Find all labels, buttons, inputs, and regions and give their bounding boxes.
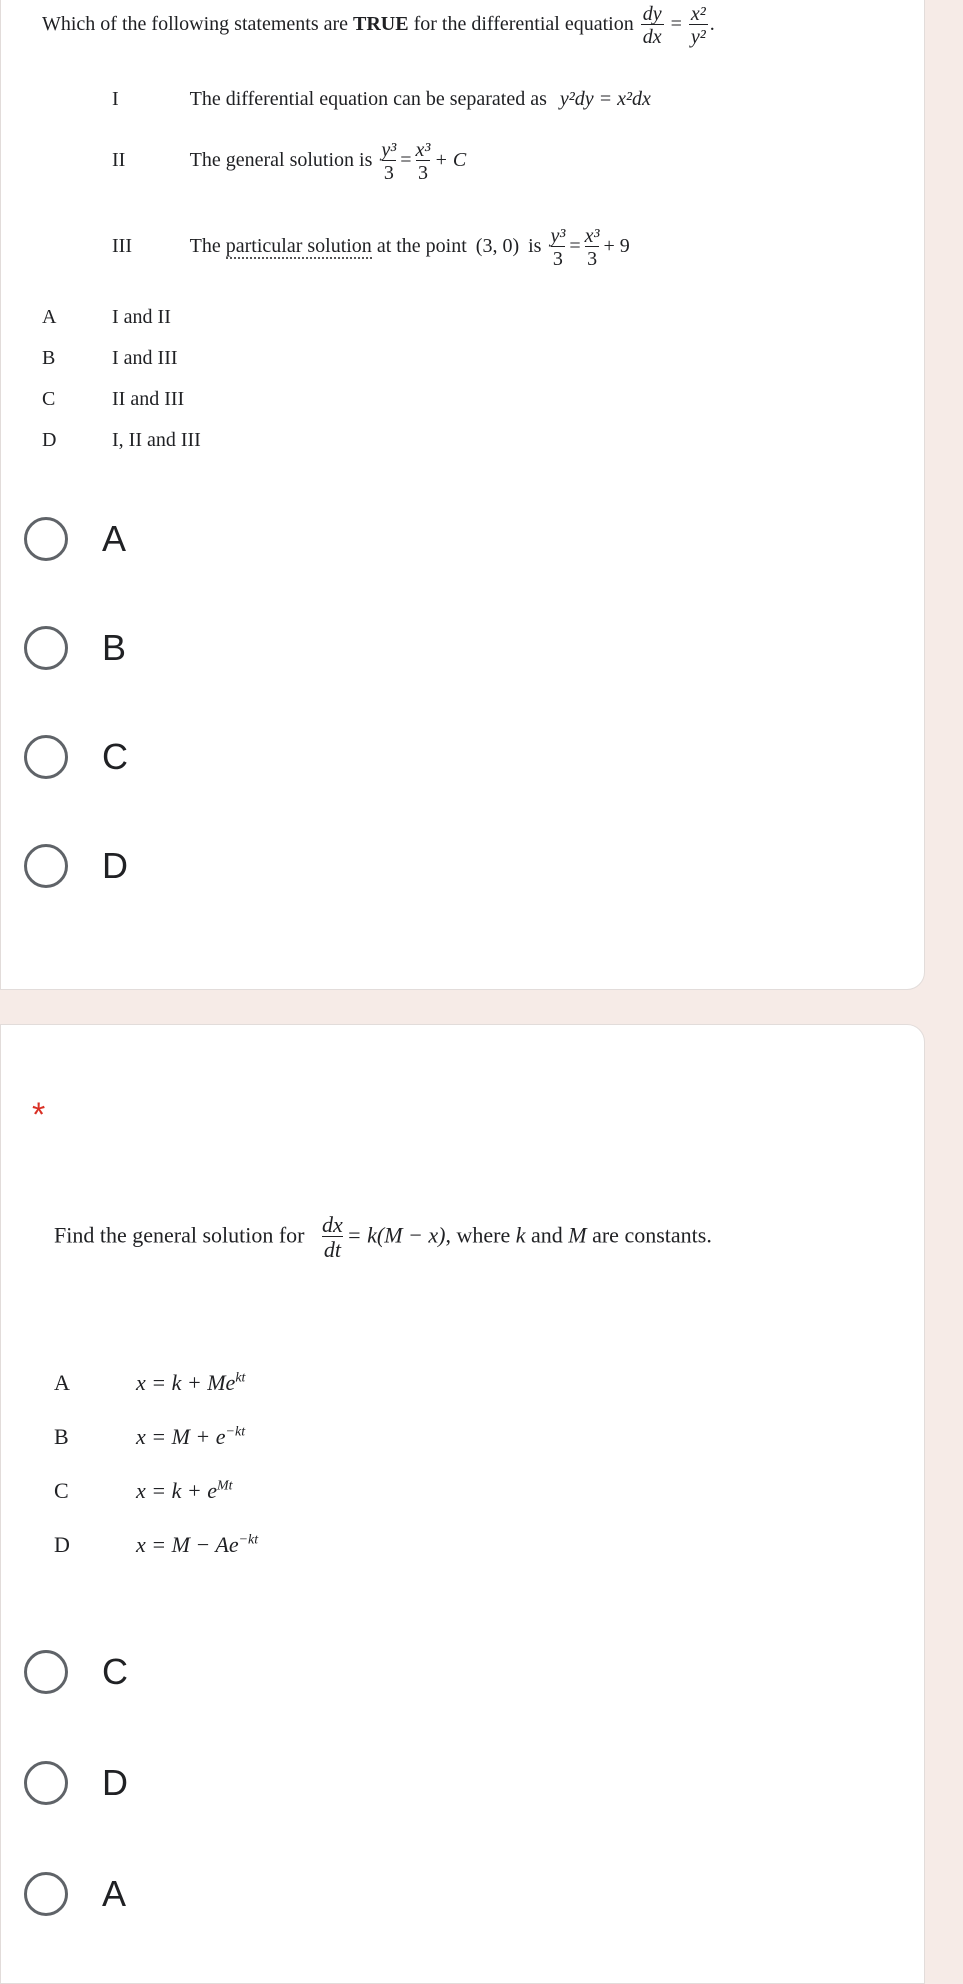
option-letter: B <box>54 1424 69 1449</box>
option-exponent: −kt <box>225 1424 246 1440</box>
statement-roman: II <box>112 149 126 172</box>
q2-radio-choice-c[interactable] <box>24 1650 128 1694</box>
option-math: x = k + e <box>136 1478 217 1503</box>
radio-label: C <box>102 1651 128 1692</box>
radio-label: D <box>102 845 128 886</box>
prompt-text: Find the general solution for <box>54 1222 305 1248</box>
radio-label: C <box>102 736 128 777</box>
radio-button[interactable] <box>24 1650 68 1694</box>
q2-option-row-a <box>54 1370 245 1396</box>
statement-roman: I <box>112 88 119 110</box>
q2-radio-choice-a[interactable] <box>24 1872 126 1916</box>
option-exponent: −kt <box>238 1532 259 1548</box>
option-letter: D <box>42 429 57 451</box>
option-letter: B <box>42 347 56 369</box>
option-exponent: Mt <box>217 1478 233 1494</box>
prompt-text-tail: for the differential equation <box>413 13 634 36</box>
statement-text-b: at the point <box>376 235 467 258</box>
particular-solution-link[interactable]: particular solution <box>225 235 372 258</box>
radio-label: B <box>102 627 127 668</box>
radio-button[interactable] <box>24 1872 68 1916</box>
option-letter: A <box>42 306 57 328</box>
prompt-end: are constants. <box>592 1222 712 1248</box>
option-row-c <box>42 388 184 411</box>
fraction-x: $\frac{\text{x³}}{3}$ <box>584 225 600 270</box>
prompt-tail: , where <box>445 1222 511 1248</box>
radio-button[interactable] <box>24 517 68 561</box>
equation-lhs: $\frac{dx}{dt}$ <box>322 1212 343 1262</box>
fraction-x: $\frac{\text{x³}}{3}$ <box>415 139 431 184</box>
radio-choice-c[interactable] <box>24 735 128 779</box>
statement-point: (3, 0) <box>475 235 520 258</box>
radio-button[interactable] <box>24 626 68 670</box>
radio-button[interactable] <box>24 735 68 779</box>
radio-label: D <box>102 1762 128 1803</box>
option-text: I and II <box>112 306 171 328</box>
option-text: II and III <box>112 388 185 410</box>
equation-lhs: $\frac{dy}{dx}$ <box>642 3 662 48</box>
statement-3: III The particular solution at the point (3, 0) is $\frac{\text{y³}}{3}$ = $\frac{\text{x³}}{3}$ + 9 <box>112 225 630 270</box>
required-asterisk: * <box>32 1096 46 1134</box>
q2-option-row-d <box>54 1532 258 1558</box>
prompt-bold: TRUE <box>353 13 409 36</box>
statement-is: is <box>528 235 542 258</box>
equation-rhs: $\frac{\text{x²}}{\text{y²}}$ <box>690 3 706 48</box>
var-k: k <box>515 1222 526 1248</box>
statement-tail: + C <box>434 149 467 172</box>
option-letter: C <box>54 1478 69 1503</box>
option-row-a <box>42 306 171 329</box>
q2-radio-choice-d[interactable] <box>24 1761 128 1805</box>
statement-1 <box>112 88 651 111</box>
option-letter: C <box>42 388 56 410</box>
radio-label: A <box>102 518 127 559</box>
statement-tail: + 9 <box>603 235 630 258</box>
radio-choice-a[interactable] <box>24 517 126 561</box>
fraction-y: $\frac{\text{y³}}{3}$ <box>550 225 566 270</box>
radio-button[interactable] <box>24 844 68 888</box>
statement-math: y²dy = x²dx <box>559 88 651 110</box>
option-math: x = M − Ae <box>136 1532 239 1557</box>
option-row-d <box>42 429 201 452</box>
question-1-prompt: Which of the following statements are TRUE for the differential equation $\frac{dy}{dx}$ = $\frac{\text{x²}}{\text{y²}}$ . <box>42 3 715 48</box>
fraction-y: $\frac{\text{y³}}{3}$ <box>381 139 397 184</box>
statement-2: II The general solution is $\frac{\text{y³}}{3}$ = $\frac{\text{x³}}{3}$ + C <box>112 139 467 184</box>
q2-option-row-b <box>54 1424 245 1450</box>
option-text: I and III <box>112 347 178 369</box>
radio-label: A <box>102 1873 127 1914</box>
radio-choice-b[interactable] <box>24 626 126 670</box>
option-letter: A <box>54 1370 70 1395</box>
radio-choice-d[interactable] <box>24 844 128 888</box>
prompt-text: Which of the following statements are <box>42 13 349 36</box>
statement-text: The differential equation can be separated as <box>189 88 547 110</box>
q2-option-row-c <box>54 1478 233 1504</box>
option-letter: D <box>54 1532 70 1557</box>
radio-button[interactable] <box>24 1761 68 1805</box>
statement-roman: III <box>112 235 132 258</box>
option-row-b <box>42 347 178 370</box>
question-card-2 <box>0 1024 925 1984</box>
option-math: x = k + Me <box>136 1370 236 1395</box>
option-math: x = M + e <box>136 1424 226 1449</box>
var-m: M <box>568 1222 587 1248</box>
statement-text: The general solution is <box>189 149 373 172</box>
option-text: I, II and III <box>112 429 201 451</box>
option-exponent: kt <box>235 1370 246 1386</box>
question-2-prompt <box>54 1214 712 1261</box>
equation-rhs: = k(M − x) <box>346 1222 446 1248</box>
prompt-and: and <box>531 1222 563 1248</box>
statement-text: The <box>189 235 221 258</box>
